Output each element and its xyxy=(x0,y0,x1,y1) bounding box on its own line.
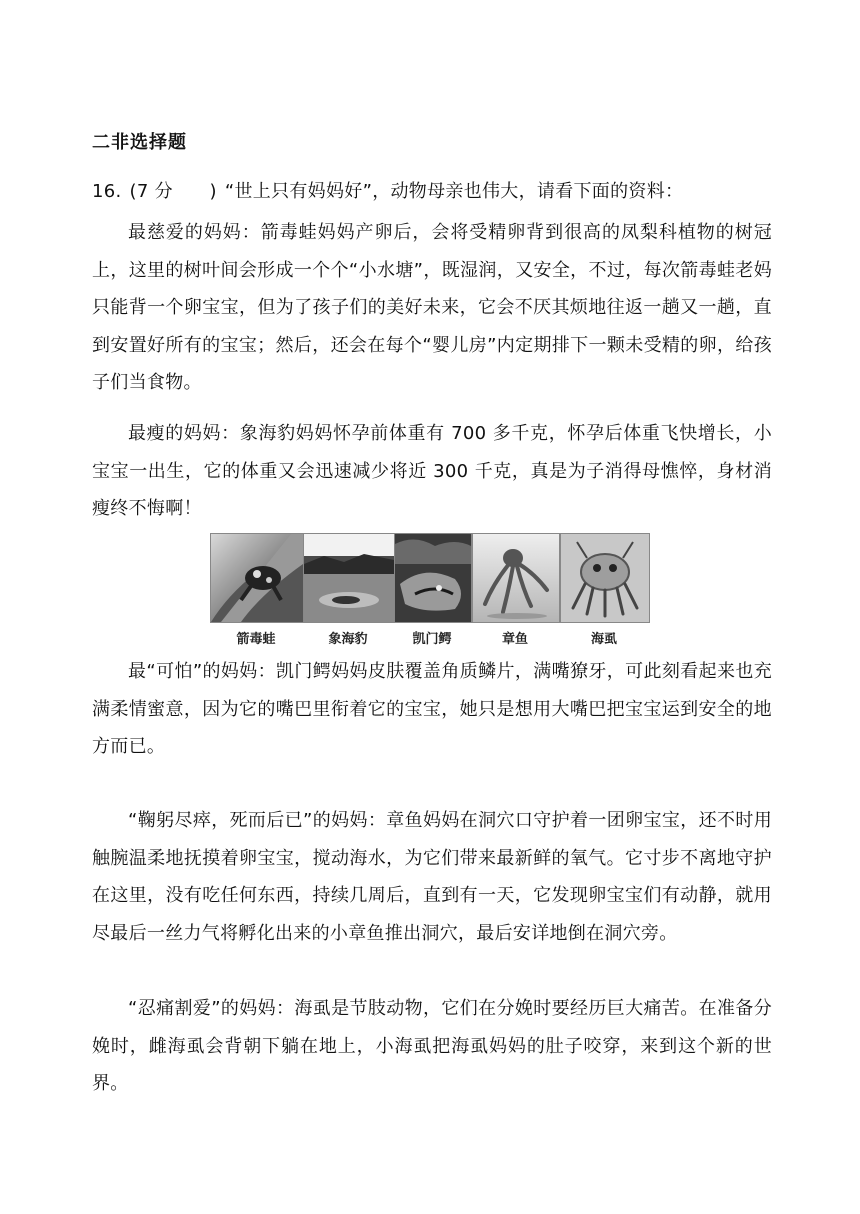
paragraph-caiman: 最“可怕”的妈妈：凯门鳄妈妈皮肤覆盖角质鳞片，满嘴獠牙，可此刻看起来也充满柔情蜜意，因为它的嘴巴里衔着它的宝宝，她只是想用大嘴巴把宝宝运到安全的地方而已。 xyxy=(92,661,772,757)
animal-photo-strip xyxy=(210,533,650,648)
question-16-stem xyxy=(92,173,772,211)
question-number: 16. xyxy=(92,181,122,202)
paragraph-octopus: “鞠躬尽瘁，死而后已”的妈妈：章鱼妈妈在洞穴口守护着一团卵宝宝，还不时用触腕温柔地抚摸着卵宝宝，搅动海水，为它们带来最新鲜的氧气。它寸步不离地守护在这里，没有吃任何东西，持续几周后，直到有一天，它发现卵宝宝们有动静，就用尽最后一丝力气将孵化出来的小章鱼推出洞穴，最后安详地倒在洞穴旁。 xyxy=(92,810,772,944)
photo-caption: 海虱 xyxy=(590,632,617,647)
section-title: 二非选择题 xyxy=(92,132,187,153)
question-prompt: “世上只有妈妈好”，动物母亲也伟大，请看下面的资料： xyxy=(224,181,684,202)
question-score: (7 分 ) xyxy=(129,181,217,202)
poison-dart-frog-photo xyxy=(210,533,304,623)
photo-caption: 章鱼 xyxy=(501,632,528,647)
sea-louse-photo xyxy=(560,533,650,623)
paragraph-poison-dart-frog: 最慈爱的妈妈：箭毒蛙妈妈产卵后，会将受精卵背到很高的凤梨科植物的树冠上，这里的树叶间会形成一个个“小水塘”，既湿润，又安全，不过，每次箭毒蛙老妈只能背一个卵宝宝，但为了孩子们的美好未来，它会不厌其烦地往返一趟又一趟，直到安置好所有的宝宝；然后，还会在每个“婴儿房”内定期排下一颗未受精的卵，给孩子们当食物。 xyxy=(92,222,772,393)
paragraph-elephant-seal: 最瘦的妈妈：象海豹妈妈怀孕前体重有 700 多千克，怀孕后体重飞快增长，小宝宝一出生，它的体重又会迅速减少将近 300 千克，真是为子消得母憔悴，身材消瘦终不悔啊！ xyxy=(92,423,772,519)
elephant-seal-photo xyxy=(303,533,395,623)
photo-caption: 凯门鳄 xyxy=(412,632,452,647)
caiman-photo xyxy=(394,533,472,623)
paragraph-sea-louse: “忍痛割爱”的妈妈：海虱是节肢动物，它们在分娩时要经历巨大痛苦。在准备分娩时，雌海虱会背朝下躺在地上，小海虱把海虱妈妈的肚子咬穿，来到这个新的世界。 xyxy=(92,998,772,1094)
photo-caption: 象海豹 xyxy=(328,632,368,647)
octopus-photo xyxy=(472,533,560,623)
photo-caption: 箭毒蛙 xyxy=(236,632,276,647)
